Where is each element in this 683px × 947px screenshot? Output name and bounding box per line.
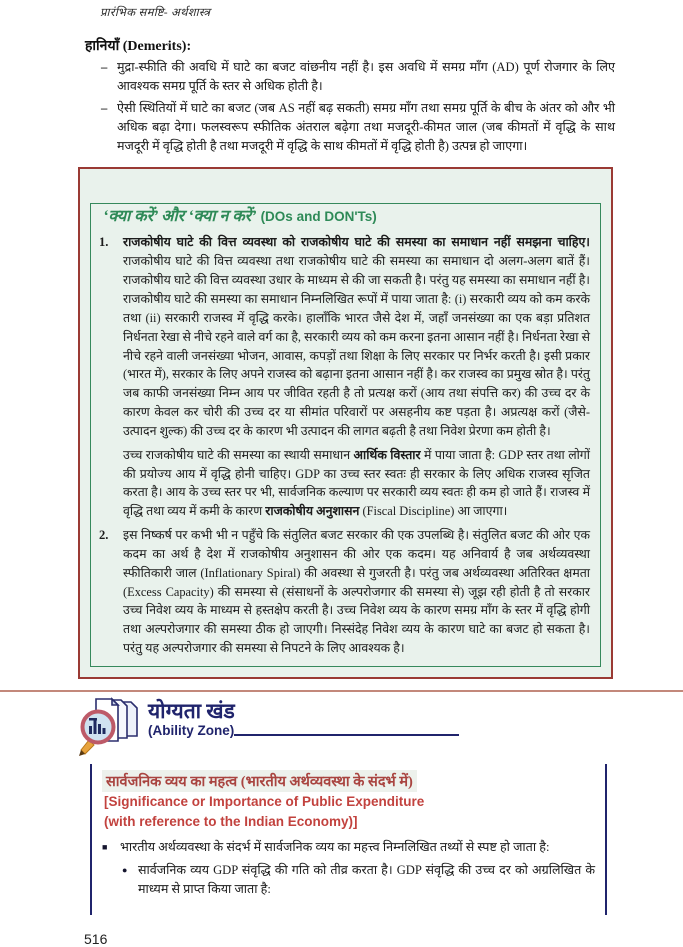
bullet-text: भारतीय अर्थव्यवस्था के संदर्भ में सार्वजनिक व्यय का महत्त्व निम्नलिखित तथ्यों से स्पष्ट हो जाता है: <box>120 840 550 855</box>
item-body <box>123 233 590 521</box>
bullet-text: सार्वजनिक व्यय GDP संवृद्धि की गति को तीव्र करता है। GDP संवृद्धि की उच्च दर को अग्रलिखित के माध्यम से प्राप्त किया जाता है: <box>138 863 595 896</box>
ability-zone-content-box <box>90 764 607 915</box>
paragraph: राजकोषीय घाटे की वित्त व्यवस्था को राजकोषीय घाटे की समस्या का समाधान नहीं समझना चाहिए। राजकोषीय घाटे की वित्त व्यवस्था तथा राजकोषीय घाटे की समस्या का समाधान दो अलग-अलग बातें हैं। राजकोषीय घाटे की वित्त व्यवस्था उधार के माध्यम से की जा सकती है। परंतु यह समस्या का समाधान नहीं है। राजकोषीय घाटे की समस्या का समाधान निम्नलिखित रूपों में पाया जाता है: (i) सरकारी व्यय को कम करके तथा (ii) सरकारी राजस्व में वृद्धि करके। हालाँकि भारत जैसे देश में, जहाँ जनसंख्या का एक बड़ा प्रतिशत निर्धनता रेखा से नीचे रहने वाले वर्ग का है, सरकारी व्यय को कम करना इतना आसान नहीं है। निर्धनता रेखा से नीचे रहने वाली जनसंख्या भोजन, आवास, कपड़ों तथा शिक्षा के लिए सरकार पर निर्भर करती है। इसी प्रकार (भारत में), सरकार के लिए अपने राजस्व को बढ़ाना इतना आसान नहीं है। कर राजस्व का प्रमुख स्रोत है। परंतु जब काफी जनसंख्या निम्न आय पर जीवित रहती है तो प्रत्यक्ष करों (आय तथा संपत्ति कर) की उच्च दर के कारण केवल कर चोरी की उच्च दर या सीमांत परिवारों पर असहनीय कष्ट पड़ता है। अप्रत्यक्ष करों (जैसे- उत्पादन शुल्क) की उच्च दर के कारण भी उत्पादन की लागत बढ़ती है तथा निवेश प्रेरणा कम होती है। <box>123 235 590 438</box>
section-heading-english-line1: [Significance or Importance of Public Expenditure <box>104 794 425 810</box>
section-heading-english-line2: (with reference to the Indian Economy)] <box>104 813 358 829</box>
magnifier-bar-chart-over-documents-icon <box>77 696 143 769</box>
title-underline <box>234 734 459 736</box>
paragraph: इस निष्कर्ष पर कभी भी न पहुँचे कि संतुलित बजट सरकार की एक उपलब्धि है। संतुलित बजट की ओर एक कदम का अर्थ है देश में राजकोषीय अनुशासन की ओर एक कदम। यह अनिवार्य है जब अर्थव्यवस्था स्फीतिकारी जाल (Inflationary Spiral) की अवस्था से गुजरती है। परंतु जब अर्थव्यवस्था अतिरिक्त क्षमता (Excess Capacity) की समस्या से (संसाधनों के अल्परोजगार की समस्या से) जूझ रही होती है तो सरकार उच्च निवेश व्यय के माध्यम से हस्तक्षेप करती है। उच्च निवेश व्यय के कारण समग्र माँग के स्तर में वृद्धि होगी तथा अल्परोजगार की समस्या ठीक हो जाएगी। निस्संदेह निवेश व्यय के कारण घाटे का बजट हो सकता है। परंतु यह अल्परोजगार की समस्या से निपटने के लिए आवश्यक है। <box>123 528 590 656</box>
running-header: प्रारंभिक समष्टि- अर्थशास्त्र <box>100 7 211 19</box>
dos-donts-inner-box <box>90 203 601 667</box>
page-number: 516 <box>84 930 108 947</box>
round-bullet: ● <box>122 865 128 876</box>
ability-zone-title-hindi: योग्यता खंड <box>148 699 235 724</box>
paragraph: उच्च राजकोषीय घाटे की समस्या का स्थायी समाधान आर्थिक विस्तार में पाया जाता है: GDP स्तर तथा लोगों की प्रयोज्य आय में वृद्धि होनी चाहिए। GDP का उच्च स्तर स्वतः ही सरकार के लिए अधिक राजस्व सृजित करता है। आय के उच्च स्तर पर भी, सार्वजनिक कल्याण पर सरकारी व्यय स्वतः ही कम हो जाते हैं। राजस्व में वृद्धि तथा व्यय में कमी के कारण राजकोषीय अनुशासन (Fiscal Discipline) आ जाएगा। <box>123 447 590 519</box>
dash-bullet: – <box>101 100 108 115</box>
section-heading-hindi: सार्वजनिक व्यय का महत्व (भारतीय अर्थव्यवस्था के संदर्भ में) <box>102 770 417 792</box>
item-number: 1. <box>99 235 109 250</box>
list-item <box>99 526 590 658</box>
list-item <box>101 99 615 156</box>
item-body <box>123 526 590 658</box>
ability-zone-titles <box>148 700 459 738</box>
dos-donts-box <box>78 167 613 679</box>
list-item <box>99 233 590 521</box>
square-bullet: ■ <box>102 842 108 853</box>
dos-donts-title <box>101 204 383 226</box>
ability-zone-header <box>0 700 683 762</box>
textbook-page <box>0 5 683 947</box>
list-item <box>101 58 615 96</box>
demerits-heading: हानियाँ (Demerits): <box>85 39 192 54</box>
dos-donts-title-english: (DOs and DON'Ts) <box>260 209 377 225</box>
ability-zone-title-english: (Ability Zone) <box>148 723 235 739</box>
demerits-section <box>85 36 615 155</box>
section-divider <box>0 690 683 692</box>
demerit-text: ऐसी स्थितियों में घाटे का बजट (जब AS नहीं बढ़ सकती) समग्र माँग तथा समग्र पूर्ति के बीच के अंतर को और भी अधिक बढ़ा देगा। फलस्वरूप स्फीतिक अंतराल बढ़ेगा तथा मजदूरी-कीमत जाल (जब कीमतों में वृद्धि के साथ मजदूरी में वृद्धि होती है तथा मजदूरी में वृद्धि के साथ कीमतों में वृद्धि होती है) उत्पन्न हो जाएगा। <box>117 100 615 153</box>
item-number: 2. <box>99 528 109 543</box>
dash-bullet: – <box>101 60 108 74</box>
list-item <box>102 838 595 857</box>
demerit-text: मुद्रा-स्फीति की अवधि में घाटे का बजट वांछनीय नहीं है। इस अवधि में समग्र माँग (AD) पूर्ण रोजगार के लिए आवश्यक समग्र पूर्ति के स्तर से अधिक होती है। <box>117 60 615 93</box>
dos-donts-title-hindi: ‘क्या करें’ और ‘क्या न करें’ <box>103 208 257 226</box>
list-item <box>122 861 595 899</box>
